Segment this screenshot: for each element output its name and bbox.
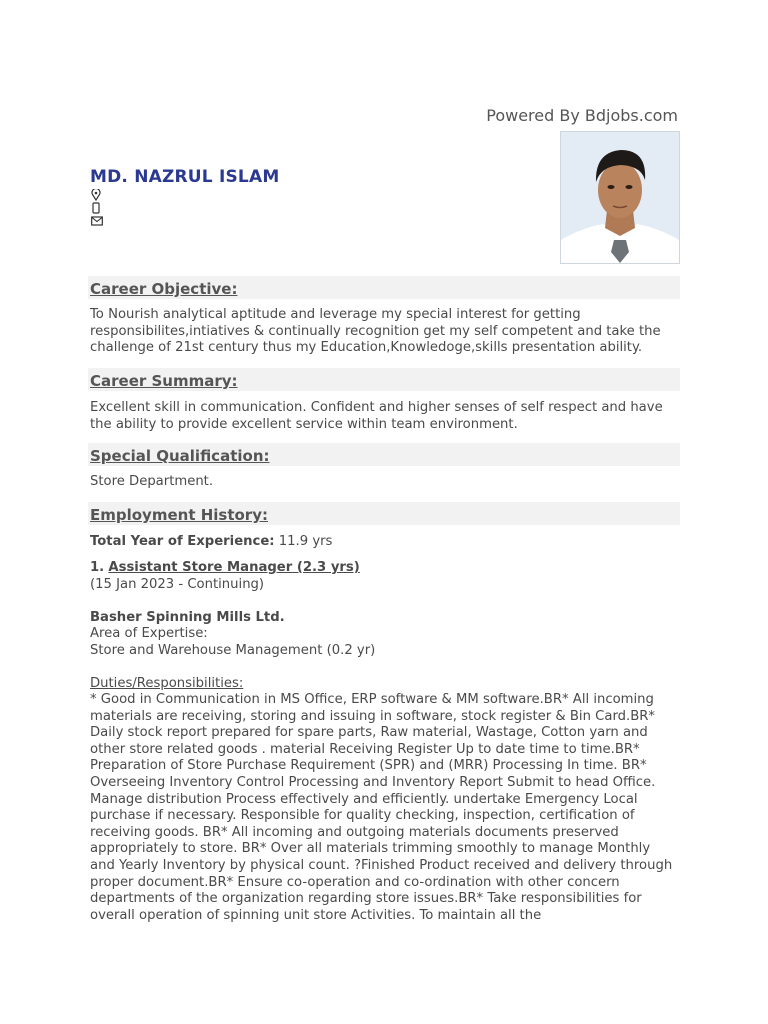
career-objective-heading — [88, 276, 680, 299]
job-title-line — [90, 560, 675, 577]
mail-icon — [91, 214, 105, 227]
duties-label: Duties/Responsibilities: — [90, 676, 244, 691]
employment-history-title: Employment History: — [90, 506, 268, 524]
duties-text: * Good in Communication in MS Office, ERP software & MM software.BR* All incoming materials are receiving, storing and issuing in software, stock register & Bin Card.BR* Daily stock report prepared for spare parts, Raw material, Wastage, Cotton yarn and other store related goods . material Receiving Register Up to date time to time.BR* Preparation of Store Purchase Requirement (SPR) and (MRR) Processing In time. BR* Overseeing Inventory Control Processing and Inventory Report Submit to head Office. Manage distribution Process effectively and efficiently. undertake Emergency Local purchase if necessary. Responsible for quality checking, inspection, certification of receiving goods. BR* All incoming and outgoing materials documents preserved appropriately to store. BR* Over all materials trimming smoothly to manage Monthly and Yearly Inventory by physical count. ?Finished Product received and delivery through proper document.BR* Ensure co-operation and co-ordination with other concern departments of the organization regarding store issues.BR* Take responsibilities for overall operation of spinning unit store Activities. To maintain all the — [90, 692, 673, 923]
total-experience — [90, 534, 675, 551]
profile-photo — [560, 131, 680, 264]
career-summary-heading — [88, 368, 680, 391]
total-experience-label: Total Year of Experience: — [90, 534, 275, 549]
expertise-label: Area of Expertise: — [90, 626, 208, 641]
location-pin-icon — [91, 188, 105, 201]
phone-icon — [91, 201, 105, 214]
special-qualification-text: Store Department. — [90, 474, 214, 489]
special-qualification-title: Special Qualification: — [90, 447, 270, 465]
career-objective-title: Career Objective: — [90, 280, 238, 298]
total-experience-value: 11.9 yrs — [278, 534, 333, 549]
job-number: 1. — [90, 560, 105, 575]
special-qualification-heading — [88, 443, 680, 466]
contact-icons — [91, 188, 105, 227]
job-title: Assistant Store Manager (2.3 yrs) — [108, 560, 360, 575]
career-summary-title: Career Summary: — [90, 372, 238, 390]
employment-history-heading — [88, 502, 680, 525]
career-objective-text: To Nourish analytical aptitude and leverage my special interest for getting responsibilites,intiatives & continually recognition get my self competent and take the challenge of 21st century thus my Education,Knowledoge,skills presentation ability. — [90, 307, 661, 356]
company-name: Basher Spinning Mills Ltd. — [90, 610, 285, 625]
powered-by-text: Powered By Bdjobs.com — [486, 106, 678, 125]
expertise-value: Store and Warehouse Management (0.2 yr) — [90, 643, 376, 658]
job-period: (15 Jan 2023 - Continuing) — [90, 577, 265, 592]
career-summary-text: Excellent skill in communication. Confident and higher senses of self respect and have the ability to provide excellent service within team environment. — [90, 400, 663, 432]
candidate-name: MD. NAZRUL ISLAM — [90, 167, 280, 187]
